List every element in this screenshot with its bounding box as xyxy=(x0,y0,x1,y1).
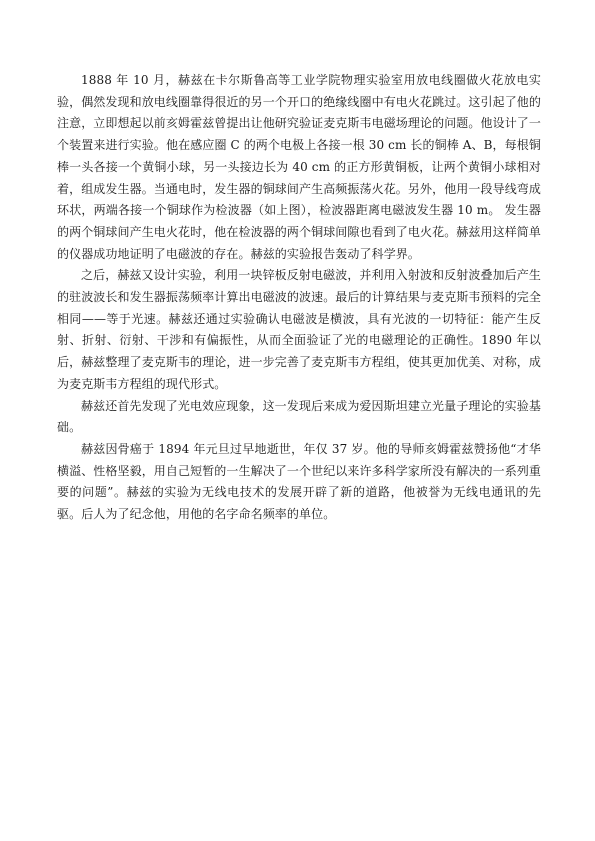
paragraph-wave-speed: 之后，赫兹又设计实验，利用一块锌板反射电磁波，并利用入射波和反射波叠加后产生的驻波波长和发生器振荡频率计算出电磁波的波速。最后的计算结果与麦克斯韦预料的完全相同——等于光速。赫兹还通过实验确认电磁波是横波，具有光波的一切特征：能产生反射、折射、衍射、干涉和有偏振性，从而全面验证了光的电磁理论的正确性。1890 年以后，赫兹整理了麦克斯韦的理论，进一步完善了麦克斯韦方程组，使其更加优美、对称，成为麦克斯韦方程组的现代形式。 xyxy=(57,268,542,391)
paragraph-discovery: 1888 年 10 月，赫兹在卡尔斯鲁高等工业学院物理实验室用放电线圈做火花放电实验，偶然发现和放电线圈靠得很近的另一个开口的绝缘线圈中有电火花跳过。这引起了他的注意，立即想起以前亥姆霍兹曾提出让他研究验证麦克斯韦电磁场理论的问题。他设计了一个装置来进行实验。他在感应圈 C 的两个电极上各接一根 30 cm 长的铜棒 A、B，每根铜棒一头各接一个黄铜小球，另一头接边长为 40 cm 的正方形黄铜板，让两个黄铜小球相对着，组成发生器。当通电时，发生器的铜球间产生高频振荡火花。另外，他用一段导线弯成环状，两端各接一个铜球作为检波器（如上图），检波器距离电磁波发生器 10 m。 发生器的两个铜球间产生电火花时，他在检波器的两个铜球间隙也看到了电火花。赫兹用这样简单的仪器成功地证明了电磁波的存在。赫兹的实验报告轰动了科学界。 xyxy=(57,73,542,261)
document-body xyxy=(57,70,541,526)
paragraph-photoelectric: 赫兹还首先发现了光电效应现象，这一发现后来成为爱因斯坦建立光量子理论的实验基础。 xyxy=(57,398,541,435)
paragraph-legacy: 赫兹因骨癌于 1894 年元旦过早地逝世，年仅 37 岁。他的导师亥姆霍兹赞扬他“才华横溢、性格坚毅，用自己短暂的一生解决了一个世纪以来许多科学家所没有解决的一系列重要的问题”。赫兹的实验为无线电技术的发展开辟了新的道路，他被誉为无线电通讯的先驱。后人为了纪念他，用他的名字命名频率的单位。 xyxy=(57,441,542,522)
